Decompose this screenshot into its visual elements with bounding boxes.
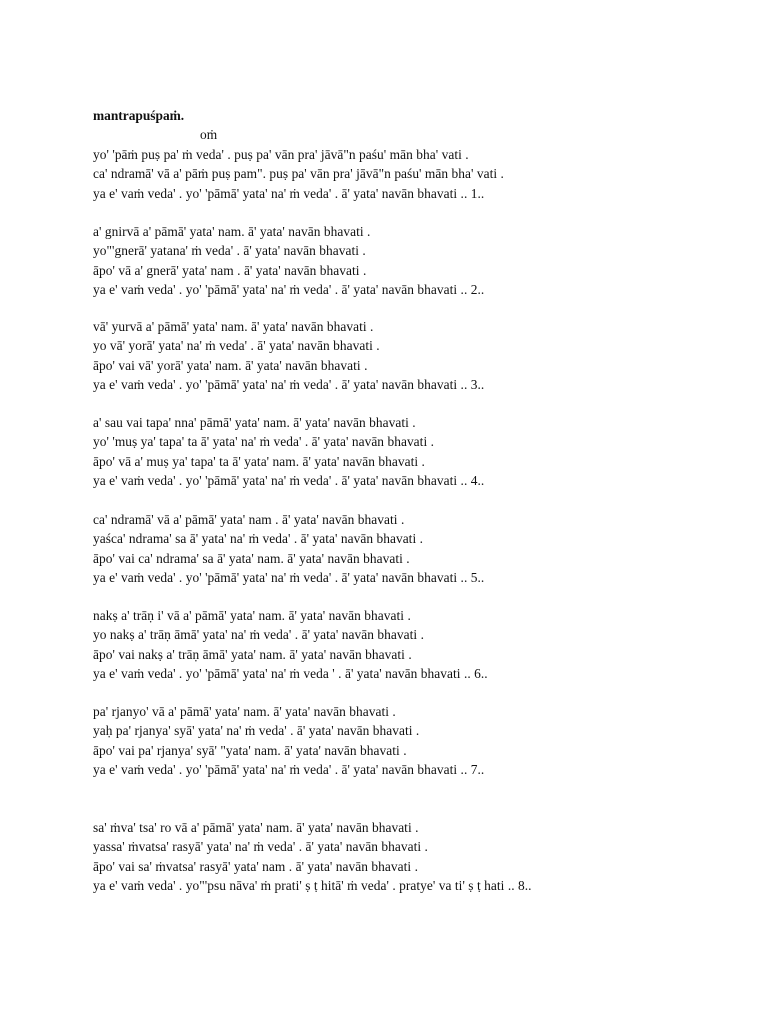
verse-line: ya e' vaṁ veda' . yo' 'pāmā' yata' na' ṁ veda' . ā' yata' navān bhavati .. 7..	[93, 761, 485, 777]
verse-line: āpo' vā a' gnerā' yata' nam . ā' yata' navān bhavati .	[93, 262, 367, 278]
verse-line: ya e' vaṁ veda' . yo"'psu nāva' ṁ prati' ṣ ṭ hitā' ṁ veda' . pratye' va ti' ṣ ṭ hati .. 8..	[93, 877, 532, 893]
document-title: mantrapuśpaṁ.	[93, 108, 185, 123]
verse-line: ya e' vaṁ veda' . yo' 'pāmā' yata' na' ṁ veda' . ā' yata' navān bhavati .. 3..	[93, 376, 485, 392]
verse-line: āpo' vā a' muṣ ya' tapa' ta ā' yata' nam. ā' yata' navān bhavati .	[93, 453, 425, 469]
verse-line: āpo' vai ca' ndrama' sa ā' yata' nam. ā' yata' navān bhavati .	[93, 550, 410, 566]
verse-line: āpo' vai pa' rjanya' syā' "yata' nam. ā' yata' navān bhavati .	[93, 742, 407, 758]
verse-line: ya e' vaṁ veda' . yo' 'pāmā' yata' na' ṁ veda' . ā' yata' navān bhavati .. 5..	[93, 569, 485, 585]
invocation-om: oṁ	[200, 127, 218, 142]
verse-line: āpo' vai nakṣ a' trāṇ āmā' yata' nam. ā' yata' navān bhavati .	[93, 646, 412, 662]
verse-line: vā' yurvā a' pāmā' yata' nam. ā' yata' navān bhavati .	[93, 319, 374, 334]
verse-line: nakṣ a' trāṇ i' vā a' pāmā' yata' nam. ā' yata' navān bhavati .	[93, 608, 411, 623]
verse-line: yassa' ṁvatsa' rasyā' yata' na' ṁ veda' . ā' yata' navān bhavati .	[93, 839, 428, 855]
verse-line: ca' ndramā' vā a' pāṁ puṣ pam". puṣ pa' vān pra' jāvā"n paśu' mān bha' vati .	[93, 166, 504, 182]
verse-line: a' gnirvā a' pāmā' yata' nam. ā' yata' navān bhavati .	[93, 224, 371, 239]
verse-line: pa' rjanyo' vā a' pāmā' yata' nam. ā' yata' navān bhavati .	[93, 704, 396, 719]
verse-line: ya e' vaṁ veda' . yo' 'pāmā' yata' na' ṁ veda ' . ā' yata' navān bhavati .. 6..	[93, 665, 488, 681]
verse-line: ya e' vaṁ veda' . yo' 'pāmā' yata' na' ṁ veda' . ā' yata' navān bhavati .. 4..	[93, 472, 485, 488]
verse-line: yo nakṣ a' trāṇ āmā' yata' na' ṁ veda' . ā' yata' navān bhavati .	[93, 627, 424, 643]
verse-line: yo' 'muṣ ya' tapa' ta ā' yata' na' ṁ veda' . ā' yata' navān bhavati .	[93, 434, 435, 450]
verse-line: yo' 'pāṁ puṣ pa' ṁ veda' . puṣ pa' vān pra' jāvā"n paśu' mān bha' vati .	[93, 147, 469, 162]
verse-line: ya e' vaṁ veda' . yo' 'pāmā' yata' na' ṁ veda' . ā' yata' navān bhavati .. 1..	[93, 185, 485, 201]
verse-line: yo vā' yorā' yata' na' ṁ veda' . ā' yata' navān bhavati .	[93, 338, 380, 354]
verse-line: ya e' vaṁ veda' . yo' 'pāmā' yata' na' ṁ veda' . ā' yata' navān bhavati .. 2..	[93, 281, 485, 297]
verse-line: yaḥ pa' rjanya' syā' yata' na' ṁ veda' . ā' yata' navān bhavati .	[93, 723, 420, 739]
verse-line: yaśca' ndrama' sa ā' yata' na' ṁ veda' . ā' yata' navān bhavati .	[93, 531, 424, 547]
verse-line: a' sau vai tapa' nna' pāmā' yata' nam. ā' yata' navān bhavati .	[93, 415, 416, 430]
verse-line: ca' ndramā' vā a' pāmā' yata' nam . ā' yata' navān bhavati .	[93, 512, 405, 527]
verse-line: sa' ṁva' tsa' ro vā a' pāmā' yata' nam. ā' yata' navān bhavati .	[93, 820, 419, 835]
verse-line: yo"'gnerā' yatana' ṁ veda' . ā' yata' navān bhavati .	[93, 243, 366, 259]
verse-line: āpo' vai vā' yorā' yata' nam. ā' yata' navān bhavati .	[93, 357, 368, 373]
verse-line: āpo' vai sa' ṁvatsa' rasyā' yata' nam . ā' yata' navān bhavati .	[93, 858, 418, 874]
